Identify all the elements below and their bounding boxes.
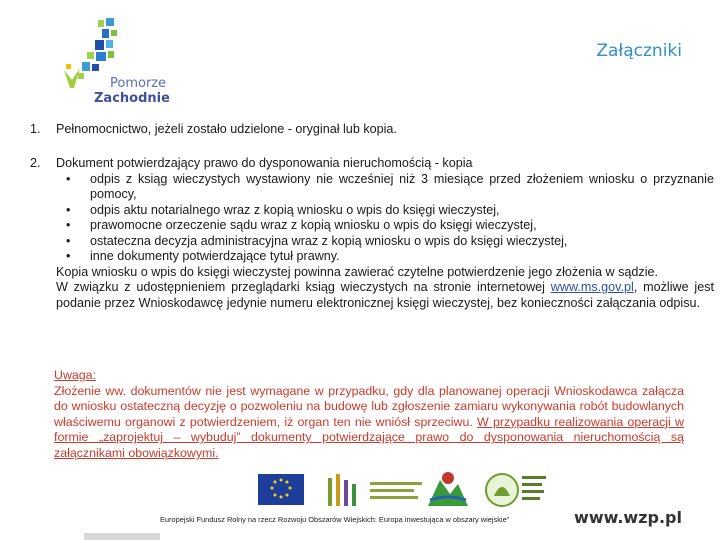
note-text-underlined: W przypadku realizowania operacji w formie „zaprojektuj – wybuduj” dokumenty potwierdzające prawo do dysponowania nieruchomością są załącznikami obowiązkowymi. [54,414,684,460]
slide-nav-bar [84,533,160,540]
rdp-programme-logo-icon [486,474,546,506]
warning-note [54,368,684,462]
item-text [56,122,714,138]
paragraph-filing-note: Kopia wniosku o wpis do księgi wieczystej powinna zawierać czytelne potwierdzenie jego złożenia w sądzie. [56,264,659,279]
eu-flag-icon [258,474,304,505]
list-item: • inne dokumenty potwierdzające tytuł prawny. [66,249,340,263]
logo-line-2: Zachodnie [94,91,170,106]
note-heading: Uwaga: [54,368,97,382]
item-number: 1. [30,122,41,136]
item-heading: Dokument potwierdzający prawo do dysponowania nieruchomością [56,156,432,170]
leader-logo-icon [328,474,422,506]
list-item: • prawomocne orzeczenie sądu wraz z kopią wniosku o wpis do księgi wieczystej, [66,218,537,232]
footer-url[interactable]: www.wzp.pl [574,508,682,527]
ms-gov-link[interactable]: www.ms.gov.pl [550,280,634,294]
footer-caption: Europejski Fundusz Rolny na rzecz Rozwoju Obszarów Wiejskich: Europa inwestująca w obszary wiejskie” [160,515,510,524]
note-text: Złożenie ww. dokumentów nie jest wymagane w przypadku, gdy dla planowanej operacji Wnioskodawca załącza do wniosku ostateczną decyzję o pozwoleniu na budowę lub zgłoszenie zamiaru wykonywania robót budowlanych właściwemu organowi z potwierdzeniem, iż organ ten nie wniósł sprzeciwu. [54,383,684,429]
funding-logos [258,466,548,512]
bullet-icon: • [66,202,71,217]
item-heading: Pełnomocnictwo, jeżeli zostało udzielone [56,122,285,136]
item-number: 2. [30,156,41,170]
paragraph-register-note: W związku z udostępnieniem przeglądarki ksiąg wieczystych na stronie internetowej www.ms.gov.pl, możliwe jest podanie przez Wnioskodawcę jedynie numeru elektronicznej księgi wieczystej, bez konieczności załączania odpisu. [56,280,714,310]
logo-line-1: Pomorze [110,76,167,91]
bullet-icon: • [66,171,71,186]
item-suffix: - oryginał lub kopia. [284,122,397,136]
list-item: • odpis z ksiąg wieczystych wystawiony nie wcześniej niż 3 miesiące przed złożeniem wniosku o przyznanie pomocy, [66,171,714,201]
bullet-icon: • [66,249,71,263]
local-group-logo-icon [428,472,468,506]
item-suffix: - kopia [431,156,473,170]
list-item: • odpis aktu notarialnego wraz z kopią wniosku o wpis do księgi wieczystej, [66,202,500,217]
bullet-icon: • [66,218,71,232]
bullet-list [56,172,714,265]
bullet-icon: • [66,233,71,248]
item-text [56,156,714,311]
page-title: Załączniki [596,41,682,61]
list-item: • ostateczna decyzja administracyjna wraz z kopią wniosku o wpis do księgi wieczystej, [66,233,568,248]
